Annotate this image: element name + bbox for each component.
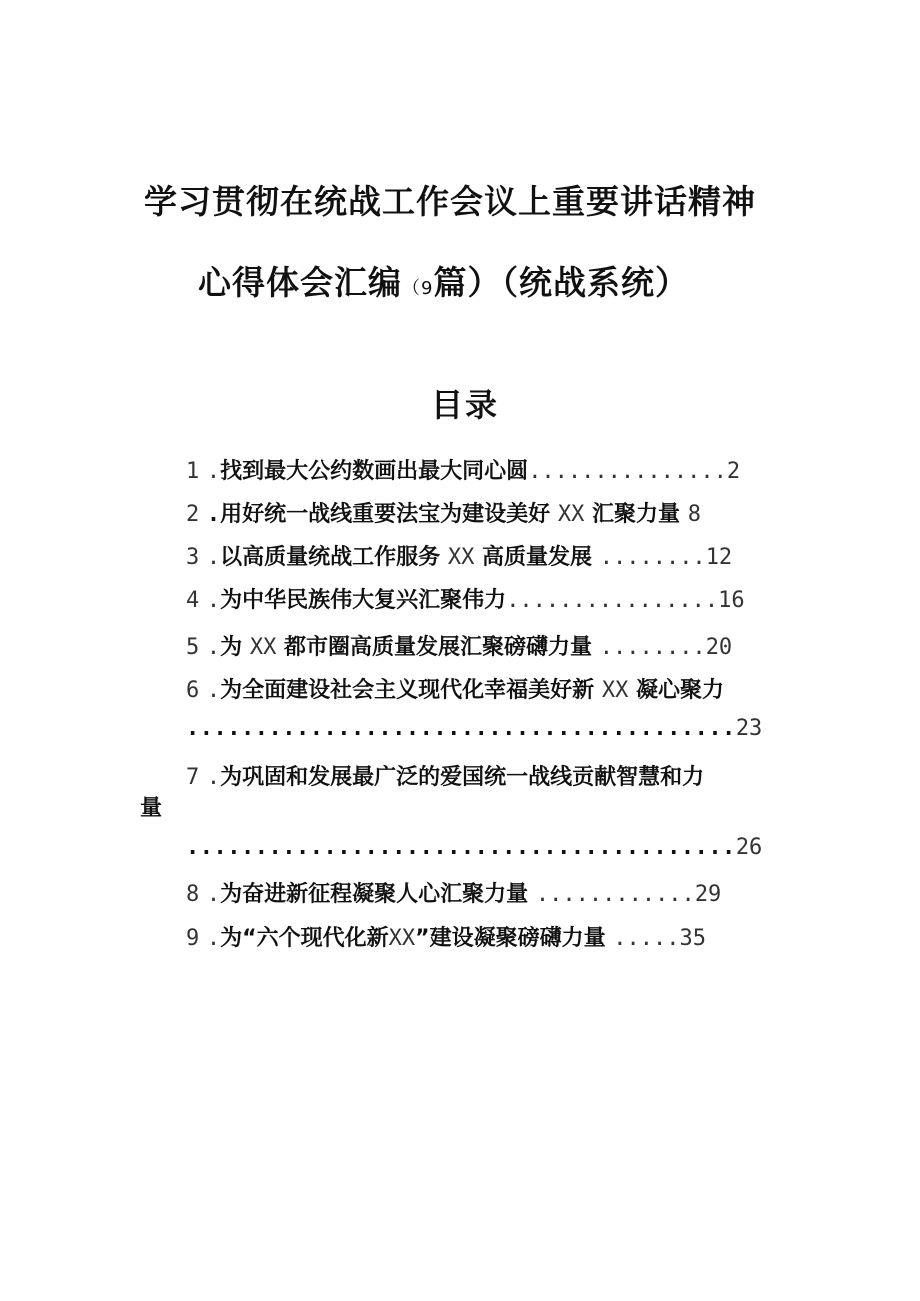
toc-entry-page: 2 (726, 459, 741, 484)
toc-entry-placeholder-xx: XX (557, 502, 585, 527)
toc-entry-page: 35 (679, 926, 707, 951)
toc-entry-6-leader[interactable] (186, 716, 762, 741)
document-title-line2 (198, 257, 689, 304)
toc-entry-title: 以高质量统战工作服务 (220, 545, 441, 570)
toc-entry-title: 为全面建设社会主义现代化幸福美好新 (220, 678, 595, 703)
toc-entry-title: 为巩固和发展最广泛的爱国统一战线贡献智慧和力 (220, 765, 705, 790)
title-line2-main: 心得体会汇编 (198, 263, 402, 302)
toc-entry-7-wrap[interactable] (140, 791, 162, 822)
toc-entry-title-cont: 凝心聚力 (636, 678, 725, 703)
title-line2-open: （ (402, 278, 421, 299)
toc-entry-title: 为 (220, 635, 243, 660)
toc-entry-separator: . (206, 926, 221, 951)
toc-entry-number: 8 (186, 882, 200, 907)
toc-entry-title: 为“六个现代化新 (220, 926, 389, 951)
toc-entry-placeholder-xx: XX (249, 635, 277, 660)
toc-entry-number: 9 (186, 926, 200, 951)
toc-entry-number: 4 (186, 588, 200, 613)
toc-entry-separator: . (206, 502, 221, 527)
toc-entry-7-leader[interactable] (186, 835, 762, 860)
toc-entry-page: 12 (705, 545, 733, 570)
toc-entry-6[interactable] (186, 673, 724, 704)
toc-entry-title: 找到最大公约数画出最大同心圆 (220, 459, 529, 484)
toc-entry-leader-dots: ................ (506, 588, 719, 613)
toc-entry-3[interactable] (186, 540, 732, 571)
toc-heading: 目录 (430, 386, 499, 424)
toc-entry-7[interactable] (186, 760, 704, 791)
toc-entry-title-cont: ”建设凝聚磅礴力量 (415, 926, 606, 951)
toc-entry-1[interactable] (186, 454, 740, 485)
toc-entry-8[interactable] (186, 877, 721, 908)
toc-entry-number: 3 (186, 545, 200, 570)
toc-entry-4[interactable] (186, 583, 745, 614)
toc-entry-2[interactable] (186, 497, 701, 528)
toc-entry-title: 用好统一战线重要法宝为建设美好 (220, 502, 551, 527)
toc-entry-leader-dots: ............... (528, 459, 727, 484)
toc-entry-title-cont: 汇聚力量 (592, 502, 681, 527)
toc-entry-placeholder-xx: XX (388, 926, 416, 951)
toc-entry-5[interactable] (186, 630, 732, 661)
toc-entry-number: 7 (186, 765, 200, 790)
toc-entry-page: 29 (694, 882, 722, 907)
toc-entry-leader-dots: ........ (599, 635, 706, 660)
toc-entry-leader-dots: ........................................ (186, 835, 736, 860)
toc-entry-number: 2 (186, 502, 200, 527)
toc-entry-separator: . (206, 459, 221, 484)
toc-entry-title-cont: 高质量发展 (482, 545, 593, 570)
toc-entry-9[interactable] (186, 921, 706, 952)
toc-entry-title-cont: 都市圈高质量发展汇聚磅礴力量 (284, 635, 593, 660)
toc-entry-separator: . (206, 678, 221, 703)
toc-entry-page: 16 (718, 588, 745, 613)
toc-entry-leader-dots: ........................................ (186, 716, 736, 741)
toc-entry-separator: . (206, 765, 221, 790)
toc-entry-title-wrap: 量 (140, 796, 163, 821)
toc-entry-placeholder-xx: XX (601, 678, 629, 703)
toc-entry-page: 20 (705, 635, 733, 660)
toc-entry-separator: . (206, 635, 221, 660)
toc-entry-number: 1 (186, 459, 200, 484)
toc-entry-page: 8 (687, 502, 701, 527)
toc-entry-title: 为中华民族伟大复兴汇聚伟力 (220, 588, 507, 613)
toc-entry-leader-dots: ..... (613, 926, 680, 951)
toc-entry-page: 23 (735, 716, 763, 741)
document-title-line1: 学习贯彻在统战工作会议上重要讲话精神 (144, 182, 756, 221)
title-article-count: 9 (421, 278, 434, 299)
toc-entry-leader-dots: ........ (599, 545, 706, 570)
toc-entry-page: 26 (735, 835, 763, 860)
toc-entry-separator: . (206, 545, 221, 570)
toc-entry-number: 5 (186, 635, 200, 660)
toc-entry-title: 为奋进新征程凝聚人心汇聚力量 (220, 882, 529, 907)
toc-entry-leader-dots: ............ (535, 882, 695, 907)
toc-entry-placeholder-xx: XX (447, 545, 475, 570)
title-line2-rest: 篇）（统战系统） (433, 263, 689, 302)
toc-entry-separator: . (206, 588, 221, 613)
toc-entry-number: 6 (186, 678, 200, 703)
toc-entry-separator: . (206, 882, 221, 907)
